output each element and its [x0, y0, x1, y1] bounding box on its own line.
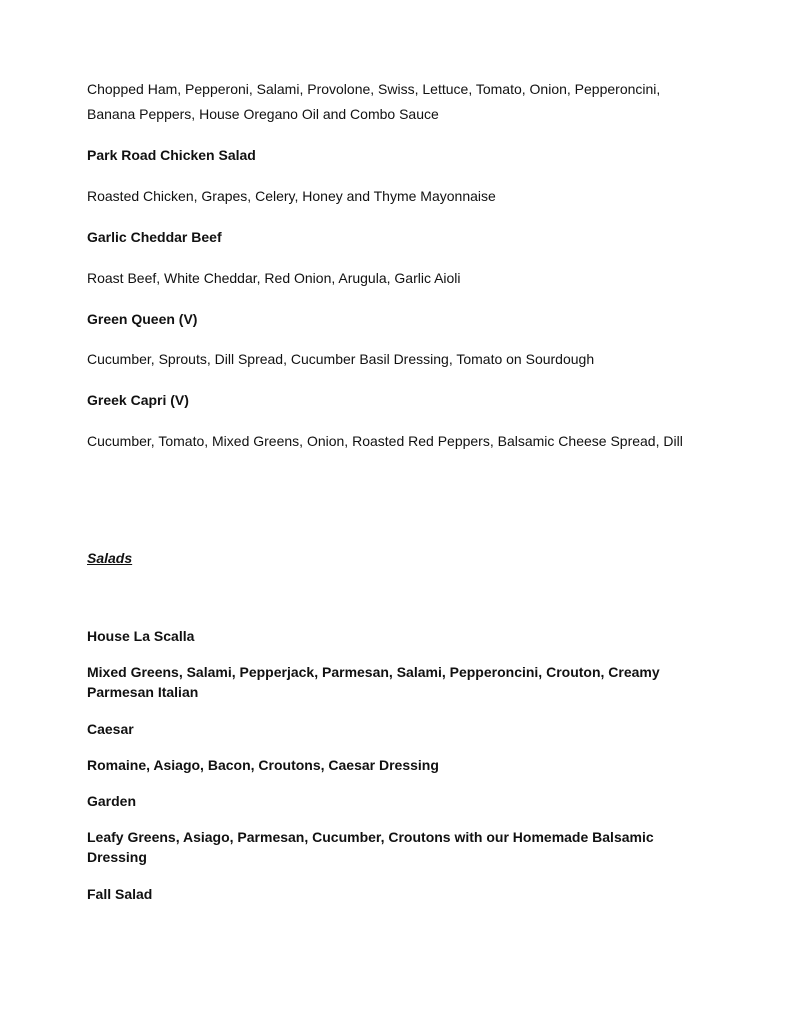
item-name-green-queen: Green Queen (V) [87, 311, 198, 327]
salad-description-garden-line-1: Leafy Greens, Asiago, Parmesan, Cucumber, Croutons with our Homemade Balsamic [87, 829, 654, 845]
combo-description-line-2: Banana Peppers, House Oregano Oil and Combo Sauce [87, 106, 439, 122]
salad-description-garden-line-2: Dressing [87, 849, 147, 865]
section-heading-salads: Salads [87, 550, 133, 566]
combo-description-line-1: Chopped Ham, Pepperoni, Salami, Provolone, Swiss, Lettuce, Tomato, Onion, Pepperoncini, [87, 81, 661, 97]
item-name-park-road-chicken-salad: Park Road Chicken Salad [87, 147, 256, 163]
item-description-garlic-cheddar-beef: Roast Beef, White Cheddar, Red Onion, Arugula, Garlic Aioli [87, 270, 461, 286]
item-description-greek-capri: Cucumber, Tomato, Mixed Greens, Onion, Roasted Red Peppers, Balsamic Cheese Spread, Dill [87, 433, 683, 449]
salad-description-caesar: Romaine, Asiago, Bacon, Croutons, Caesar Dressing [87, 757, 439, 773]
item-description-green-queen: Cucumber, Sprouts, Dill Spread, Cucumber Basil Dressing, Tomato on Sourdough [87, 351, 595, 367]
item-name-greek-capri: Greek Capri (V) [87, 392, 189, 408]
salad-description-house-la-scalla-line-2: Parmesan Italian [87, 684, 199, 700]
item-description-park-road-chicken-salad: Roasted Chicken, Grapes, Celery, Honey and Thyme Mayonnaise [87, 188, 496, 204]
salad-name-garden: Garden [87, 793, 137, 809]
item-name-garlic-cheddar-beef: Garlic Cheddar Beef [87, 229, 222, 245]
salad-name-house-la-scalla: House La Scalla [87, 628, 195, 644]
salad-description-house-la-scalla-line-1: Mixed Greens, Salami, Pepperjack, Parmesan, Salami, Pepperoncini, Crouton, Creamy [87, 664, 660, 680]
salad-name-caesar: Caesar [87, 721, 134, 737]
salad-name-fall-salad: Fall Salad [87, 886, 153, 902]
